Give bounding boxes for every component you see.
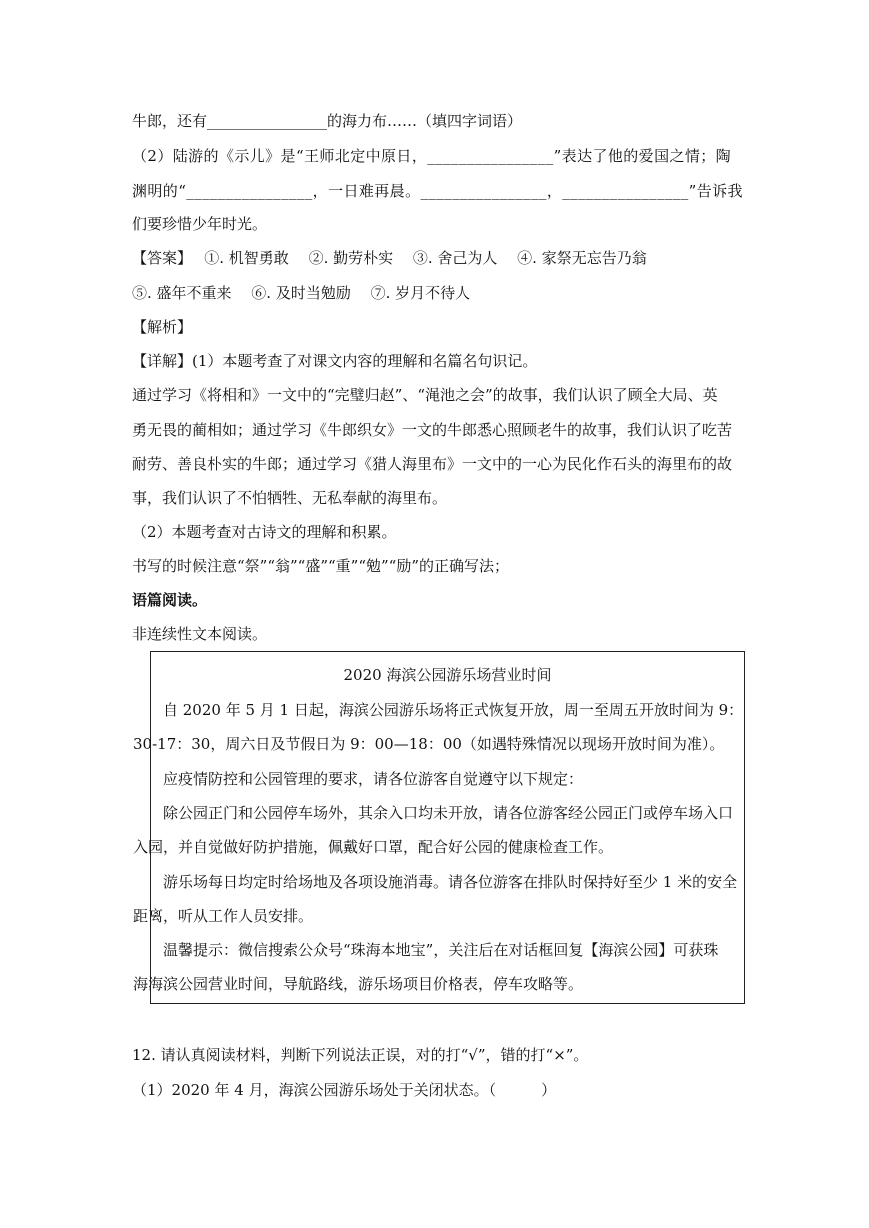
notice-line-1: 自 2020 年 5 月 1 日起，海滨公园游乐场将正式恢复开放，周一至周五开放时间为 9： bbox=[163, 701, 744, 719]
notice-line-8: 温馨提示：微信搜索公众号“珠海本地宝”，关注后在对话框回复【海滨公园】可获珠 bbox=[163, 941, 719, 959]
fill-blank-line-2: （2）陆游的《示儿》是“王师北定中原日，________________”表达了他的爱国之情；陶 bbox=[132, 147, 732, 165]
question-12-1: （1）2020 年 4 月，海滨公园游乐场处于关闭状态。（ ） bbox=[132, 1081, 557, 1099]
section-heading: 语篇阅读。 bbox=[132, 591, 208, 609]
notice-box bbox=[133, 651, 745, 1004]
notice-line-2: 30-17：30，周六日及节假日为 9：00—18：00（如遇特殊情况以现场开放时间为准）。 bbox=[133, 735, 725, 753]
fill-blank-line-1: 牛郎，还有________________的海力布……（填四字词语） bbox=[132, 112, 523, 130]
notice-title: 2020 海滨公园游乐场营业时间 bbox=[343, 666, 552, 684]
detail-line: 【详解】(1）本题考查了对课文内容的理解和名篇名句识记。 bbox=[132, 352, 538, 370]
notice-line-5: 入园，并自觉做好防护措施，佩戴好口罩，配合好公园的健康检查工作。 bbox=[133, 838, 614, 856]
notice-line-7: 距离，听从工作人员安排。 bbox=[133, 907, 314, 925]
explanation-line-5: （2）本题考查对古诗文的理解和积累。 bbox=[132, 523, 397, 541]
notice-line-6: 游乐场每日均定时给场地及各项设施消毒。请各位游客在排队时保持好至少 1 米的安全 bbox=[163, 873, 738, 891]
subsection-heading: 非连续性文本阅读。 bbox=[132, 625, 268, 643]
notice-line-4: 除公园正门和公园停车场外，其余入口均未开放，请各位游客经公园正门或停车场入口 bbox=[163, 804, 734, 822]
notice-line-3: 应疫情防控和公园管理的要求，请各位游客自觉遵守以下规定： bbox=[163, 770, 584, 788]
answer-line-1: 【答案】 ①. 机智勇敢 ②. 勤劳朴实 ③. 舍己为人 ④. 家祭无忘告乃翁 bbox=[132, 249, 647, 267]
question-12: 12. 请认真阅读材料，判断下列说法正误，对的打“√”，错的打“×”。 bbox=[132, 1046, 589, 1064]
explanation-line-6: 书写的时候注意“祭”“翁”“盛”“重”“勉”“励”的正确写法； bbox=[132, 557, 510, 575]
analysis-heading: 【解析】 bbox=[132, 318, 193, 336]
notice-line-9: 海海滨公园营业时间，导航路线，游乐场项目价格表，停车攻略等。 bbox=[133, 975, 584, 993]
fill-blank-line-4: 们要珍惜少年时光。 bbox=[132, 215, 268, 233]
explanation-line-4: 事，我们认识了不怕牺牲、无私奉献的海里布。 bbox=[132, 489, 448, 507]
fill-blank-line-3: 渊明的“________________，一日难再晨。________________，________________”告诉我 bbox=[132, 182, 743, 200]
explanation-line-1: 通过学习《将相和》一文中的“完璧归赵”、“渑池之会”的故事，我们认识了顾全大局、英 bbox=[132, 386, 718, 404]
explanation-line-3: 耐劳、善良朴实的牛郎；通过学习《猎人海里布》一文中的一心为民化作石头的海里布的故 bbox=[132, 455, 733, 473]
answer-line-2: ⑤. 盛年不重来 ⑥. 及时当勉励 ⑦. 岁月不待人 bbox=[132, 284, 471, 302]
explanation-line-2: 勇无畏的蔺相如；通过学习《牛郎织女》一文的牛郎悉心照顾老牛的故事，我们认识了吃苦 bbox=[132, 421, 733, 439]
